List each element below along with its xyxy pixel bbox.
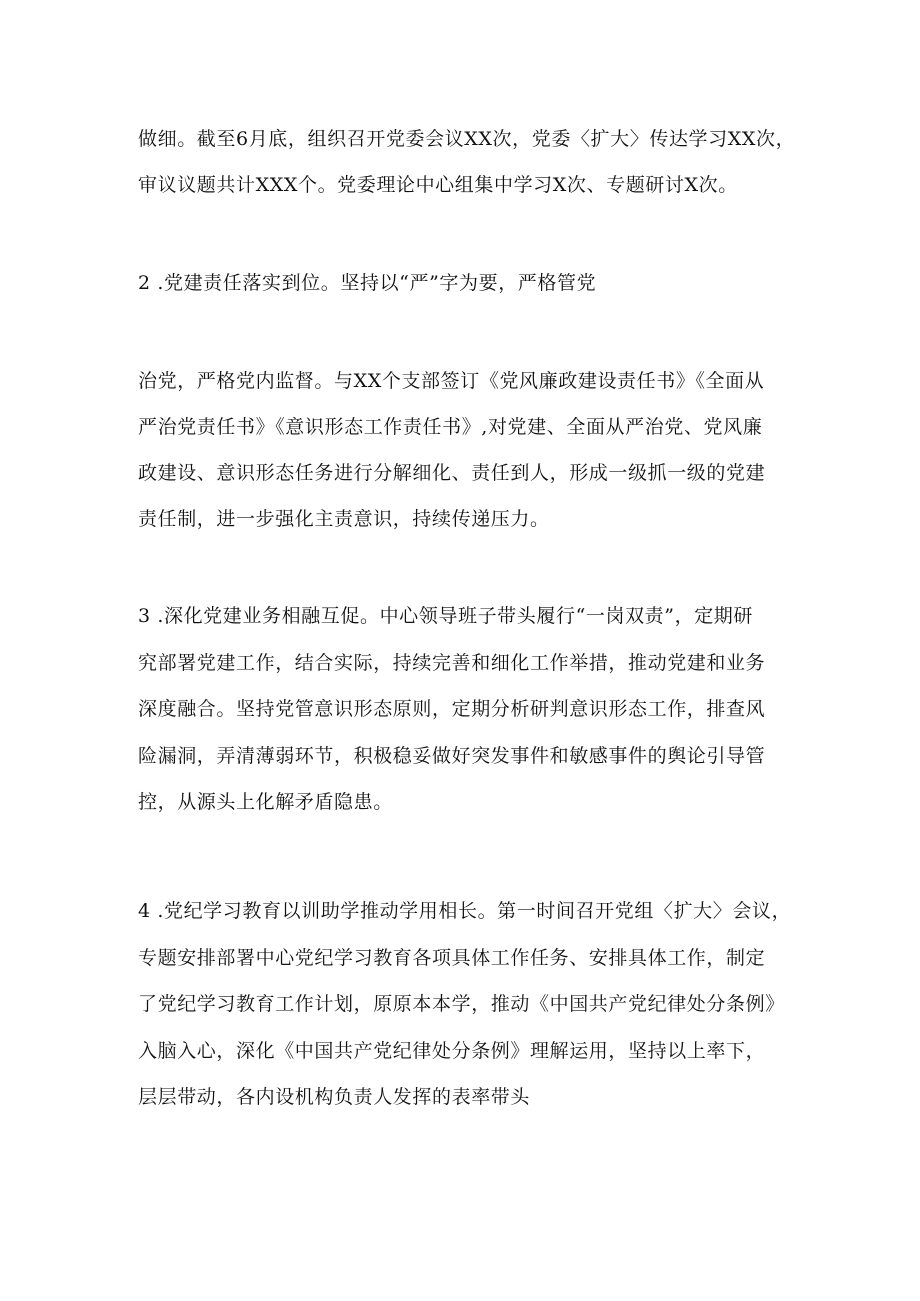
paragraph-line: 做细。截至6月底，组织召开党委会议XX次，党委〈扩大〉传达学习XX次， <box>138 128 796 150</box>
paragraph-line: 治党，严格党内监督。与XX个支部签订《党风廉政建设责任书》《全面从 <box>138 370 765 392</box>
section-heading-3: 3 .深化党建业务相融互促。中心领导班子带头履行“一岗双责”，定期研 <box>138 605 753 627</box>
section-heading-2: 2 .党建责任落实到位。坚持以“严”字为要，严格管党 <box>138 272 597 294</box>
section-heading-4: 4 .党纪学习教育以训助学推动学用相长。第一时间召开党组〈扩大〉会议， <box>138 900 792 922</box>
paragraph-line: 究部署党建工作，结合实际，持续完善和细化工作举措，推动党建和业务 <box>138 652 766 674</box>
paragraph-line: 专题安排部署中心党纪学习教育各项具体工作任务、安排具体工作，制定 <box>138 947 766 969</box>
paragraph-line: 政建设、意识形态任务进行分解细化、责任到人，形成一级抓一级的党建 <box>138 462 766 484</box>
paragraph-line: 责任制，进一步强化主责意识，持续传递压力。 <box>138 508 550 530</box>
paragraph-line: 深度融合。坚持党管意识形态原则，定期分析研判意识形态工作，排查风 <box>138 698 766 720</box>
paragraph-line: 层层带动，各内设机构负责人发挥的表率带头 <box>138 1086 531 1108</box>
paragraph-line: 入脑入心，深化《中国共产党纪律处分条例》理解运用，坚持以上率下， <box>138 1040 766 1062</box>
paragraph-line: 审议议题共计XXX个。党委理论中心组集中学习X次、专题研讨X次。 <box>138 174 738 196</box>
paragraph-line: 控，从源头上化解矛盾隐患。 <box>138 791 393 813</box>
paragraph-line: 险漏洞，弄清薄弱环节，积极稳妥做好突发事件和敏感事件的舆论引导管 <box>138 745 766 767</box>
paragraph-line: 严治党责任书》《意识形态工作责任书》,对党建、全面从严治党、党风廉 <box>138 416 763 438</box>
paragraph-line: 了党纪学习教育工作计划，原原本本学，推动《中国共产党纪律处分条例》 <box>138 993 785 1015</box>
